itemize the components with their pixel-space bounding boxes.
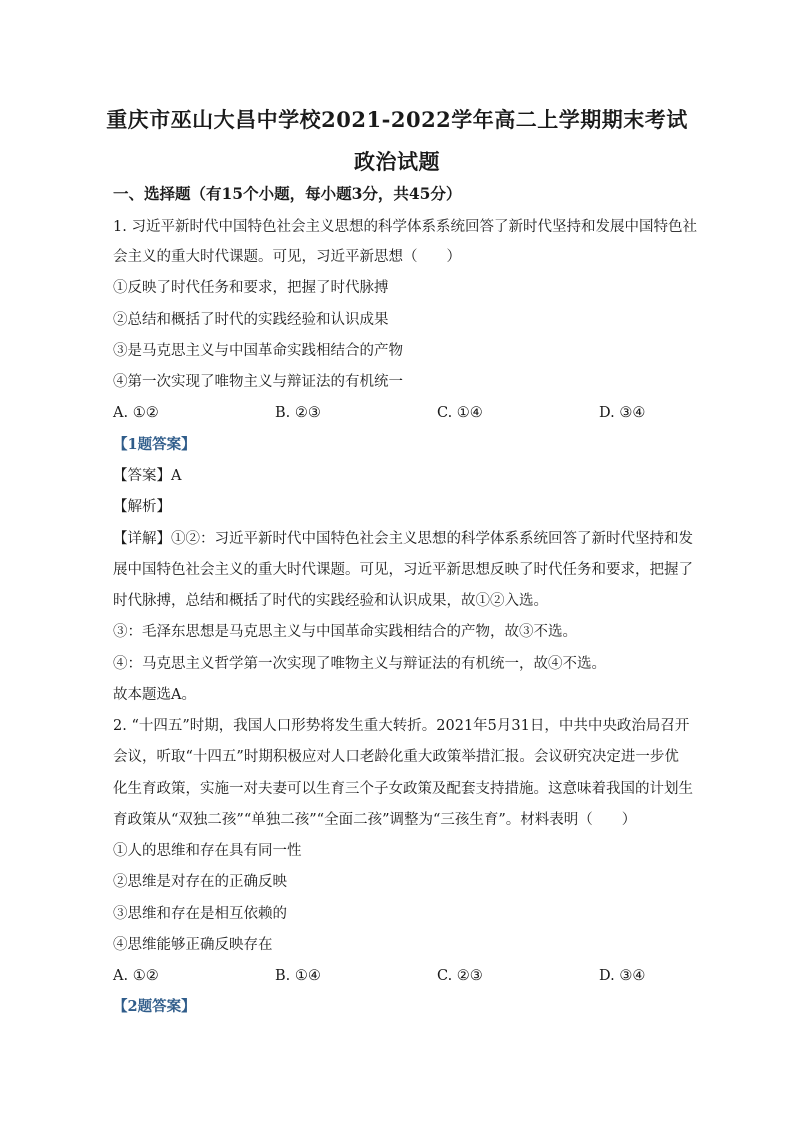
q2-stem-line2: 会议，听取“十四五”时期积极应对人口老龄化重大政策举措汇报。会议研究决定进一步优 xyxy=(113,749,679,765)
q1-option-d: D. ③④ xyxy=(599,405,646,421)
q1-detail-line1: 【详解】①②：习近平新时代中国特色社会主义思想的科学体系系统回答了新时代坚持和发 xyxy=(113,531,693,547)
q2-stem-line3: 化生育政策，实施一对夫妻可以生育三个子女政策及配套支持措施。这意味着我国的计划生 xyxy=(113,781,693,797)
q1-analysis-tag: 【解析】 xyxy=(113,499,171,515)
page-subtitle: 政治试题 xyxy=(354,149,440,174)
q1-detail-line4: ③：毛泽东思想是马克思主义与中国革命实践相结合的产物，故③不选。 xyxy=(113,624,577,640)
q1-stem-line2: 会主义的重大时代课题。可见，习近平新思想（ ） xyxy=(113,249,461,265)
q1-item-4: ④第一次实现了唯物主义与辩证法的有机统一 xyxy=(113,374,403,390)
q1-stem-line1: 1. 习近平新时代中国特色社会主义思想的科学体系系统回答了新时代坚持和发展中国特色社 xyxy=(113,219,697,235)
q2-option-b: B. ①④ xyxy=(275,968,321,984)
q1-detail-line2: 展中国特色社会主义的重大时代课题。可见，习近平新思想反映了时代任务和要求，把握了 xyxy=(113,562,693,578)
q2-item-2: ②思维是对存在的正确反映 xyxy=(113,874,287,890)
q1-conclusion: 故本题选A。 xyxy=(113,687,196,703)
q1-item-1: ①反映了时代任务和要求，把握了时代脉搏 xyxy=(113,280,389,296)
q2-answer-tag: 【2题答案】 xyxy=(113,998,196,1015)
q1-detail-line3: 时代脉搏，总结和概括了时代的实践经验和认识成果，故①②入选。 xyxy=(113,593,548,609)
q2-option-c: C. ②③ xyxy=(437,968,483,984)
page-title: 重庆市巫山大昌中学校2021-2022学年高二上学期期末考试 xyxy=(106,107,688,132)
q1-option-b: B. ②③ xyxy=(275,405,321,421)
q2-item-4: ④思维能够正确反映存在 xyxy=(113,937,273,953)
section-heading: 一、选择题（有15个小题，每小题3分，共45分） xyxy=(113,184,462,203)
q2-stem-line1: 2. “十四五”时期，我国人口形势将发生重大转折。2021年5月31日，中共中央政治局召开 xyxy=(113,718,690,734)
q1-answer-tag: 【1题答案】 xyxy=(113,436,196,453)
q2-option-d: D. ③④ xyxy=(599,968,646,984)
q1-option-a: A. ①② xyxy=(113,405,159,421)
q1-answer: 【答案】A xyxy=(113,468,182,484)
q2-stem-line4: 育政策从“双独二孩”“单独二孩”“全面二孩”调整为“三孩生育”。材料表明（ ） xyxy=(113,812,637,828)
q2-option-a: A. ①② xyxy=(113,968,159,984)
q1-option-c: C. ①④ xyxy=(437,405,483,421)
q1-item-3: ③是马克思主义与中国革命实践相结合的产物 xyxy=(113,343,403,359)
q2-item-1: ①人的思维和存在具有同一性 xyxy=(113,843,302,859)
q2-item-3: ③思维和存在是相互依赖的 xyxy=(113,906,287,922)
q1-detail-line5: ④：马克思主义哲学第一次实现了唯物主义与辩证法的有机统一，故④不选。 xyxy=(113,656,606,672)
q1-item-2: ②总结和概括了时代的实践经验和认识成果 xyxy=(113,312,389,328)
